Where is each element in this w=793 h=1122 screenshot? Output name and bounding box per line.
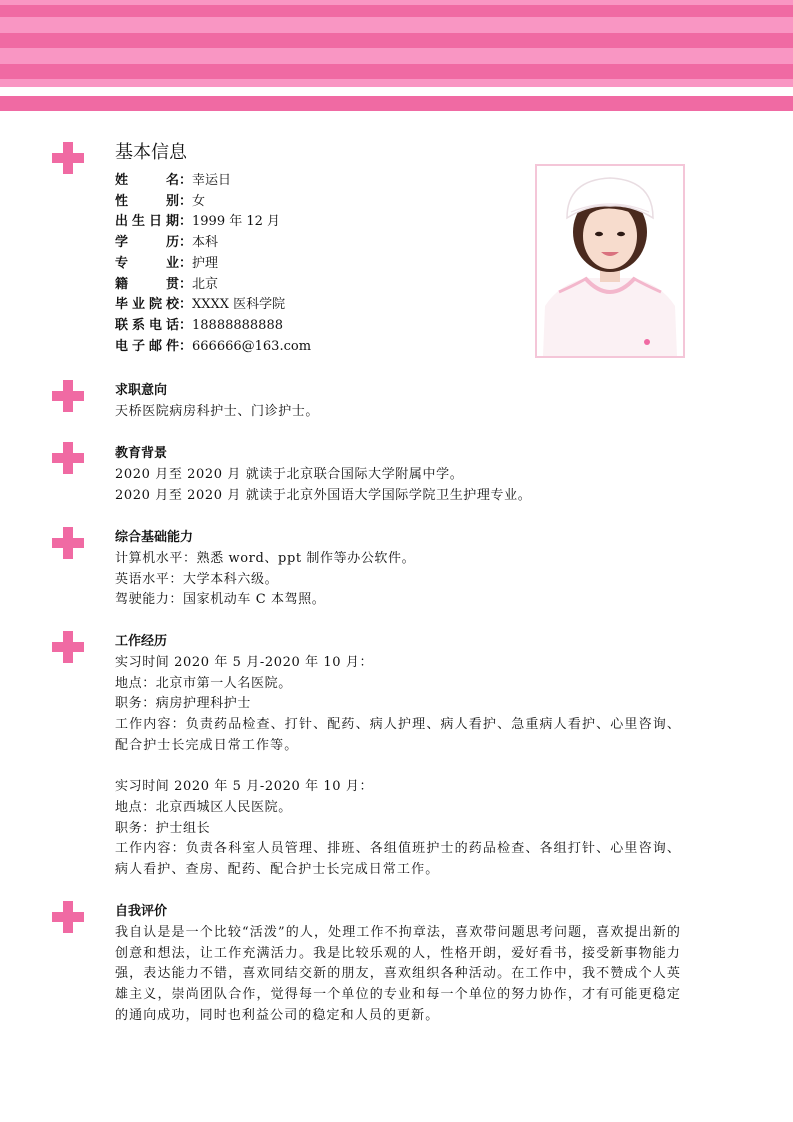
work-period: 实习时间 2020 年 5 月-2020 年 10 月：	[115, 655, 374, 670]
info-row: 毕业院校：XXXX 医科学院	[115, 295, 685, 316]
info-value: 1999 年 12 月	[192, 214, 281, 230]
work-place: 地点：北京市第一人名医院。	[115, 675, 292, 691]
job-intention-section	[115, 382, 685, 423]
info-row: 电子邮件：666666@163.com	[115, 337, 685, 358]
stripe-2	[0, 5, 793, 17]
section-title-job-intention: 求职意向	[115, 383, 168, 398]
portrait-photo-frame	[535, 164, 685, 358]
info-label: 联系电话	[115, 317, 179, 333]
stripe-6	[0, 64, 793, 79]
section-title-skills: 综合基础能力	[115, 530, 194, 545]
skill-line: 英语水平：大学本科六级。	[115, 571, 279, 587]
info-value: 本科	[192, 235, 219, 251]
stripe-4	[0, 33, 793, 48]
stripe-7	[0, 79, 793, 87]
info-label: 姓名	[115, 173, 179, 188]
work-duties: 工作内容：负责药品检查、打针、配药、病人护理、病人看护、急重病人看护、心里咨询、配合护士长完成日常工作等。	[115, 717, 681, 753]
work-place: 地点：北京西城区人民医院。	[115, 799, 292, 815]
section-title-education: 教育背景	[115, 446, 168, 461]
skill-line: 驾驶能力：国家机动车 C 本驾照。	[115, 592, 326, 608]
medical-cross-icon	[52, 142, 84, 174]
work-duties: 工作内容：负责各科室人员管理、排班、各组值班护士的药品检查、各组打针、心里咨询、病人看护、查房、配药、配合护士长完成日常工作。	[115, 841, 681, 878]
info-label: 学历	[115, 235, 179, 251]
info-value: 女	[192, 193, 206, 209]
education-line: 2020 月至 2020 月 就读于北京联合国际大学附属中学。	[115, 467, 464, 482]
skill-line: 计算机水平：熟悉 word、ppt 制作等办公软件。	[115, 551, 416, 566]
medical-cross-icon	[52, 527, 84, 559]
stripe-8	[0, 96, 793, 111]
info-label: 出生日期	[115, 214, 179, 230]
info-row: 性别：女	[115, 192, 685, 213]
info-value: XXXX 医科学院	[192, 297, 286, 313]
skills-section	[115, 529, 685, 611]
education-section	[115, 445, 685, 506]
medical-cross-icon	[52, 380, 84, 412]
work-entry	[115, 777, 685, 881]
self-eval-text: 我自认是是一个比较“活泼”的人，处理工作不拘章法，喜欢带问题思考问题，喜欢提出新的创意和想法，让工作充满活力。我是比较乐观的人，性格开朗，爱好看书，接受新事物能力强，表达能力不错，喜欢同结交新的朋友，喜欢组织各种活动。在工作中，我不赞成个人英雄主义，崇尚团队合作，觉得每一个单位的专业和每一个单位的努力协作，才有可能更稳定的通向成功，同时也利益公司的稳定和人员的更新。	[115, 925, 681, 1023]
work-section	[115, 633, 685, 881]
section-title-basic-info: 基本信息	[115, 142, 187, 163]
work-period: 实习时间 2020 年 5 月-2020 年 10 月：	[115, 779, 374, 795]
medical-cross-icon	[52, 901, 84, 933]
stripe-3	[0, 17, 793, 33]
info-label: 毕业院校	[115, 297, 179, 313]
work-entry	[115, 653, 685, 757]
info-row: 出生日期：1999 年 12 月	[115, 212, 685, 233]
section-title-self-eval: 自我评价	[115, 904, 168, 919]
info-label: 籍贯	[115, 276, 179, 292]
work-role: 职务：病房护理科护士	[115, 696, 252, 712]
section-title-work: 工作经历	[115, 634, 168, 649]
info-value: 幸运日	[192, 173, 232, 188]
self-eval-section	[115, 903, 685, 1027]
info-value: 北京	[192, 276, 219, 292]
info-label: 电子邮件	[115, 338, 179, 354]
info-label: 专业	[115, 255, 179, 271]
work-role: 职务：护士组长	[115, 820, 211, 836]
medical-cross-icon	[52, 442, 84, 474]
info-value: 666666@163.com	[192, 338, 312, 354]
medical-cross-icon	[52, 631, 84, 663]
info-row: 学历：本科	[115, 233, 685, 254]
info-row: 姓名：幸运日	[115, 171, 685, 192]
info-row: 专业：护理	[115, 254, 685, 275]
info-value: 护理	[192, 255, 219, 271]
job-intention-text: 天桥医院病房科护士、门诊护士。	[115, 404, 320, 419]
education-line: 2020 月至 2020 月 就读于北京外国语大学国际学院卫生护理专业。	[115, 487, 532, 503]
stripe-5	[0, 48, 793, 64]
nurse-portrait-photo	[537, 166, 683, 356]
info-row: 联系电话：18888888888	[115, 316, 685, 337]
info-value: 18888888888	[192, 317, 283, 333]
info-label: 性别	[115, 193, 179, 209]
info-row: 籍贯：北京	[115, 275, 685, 296]
